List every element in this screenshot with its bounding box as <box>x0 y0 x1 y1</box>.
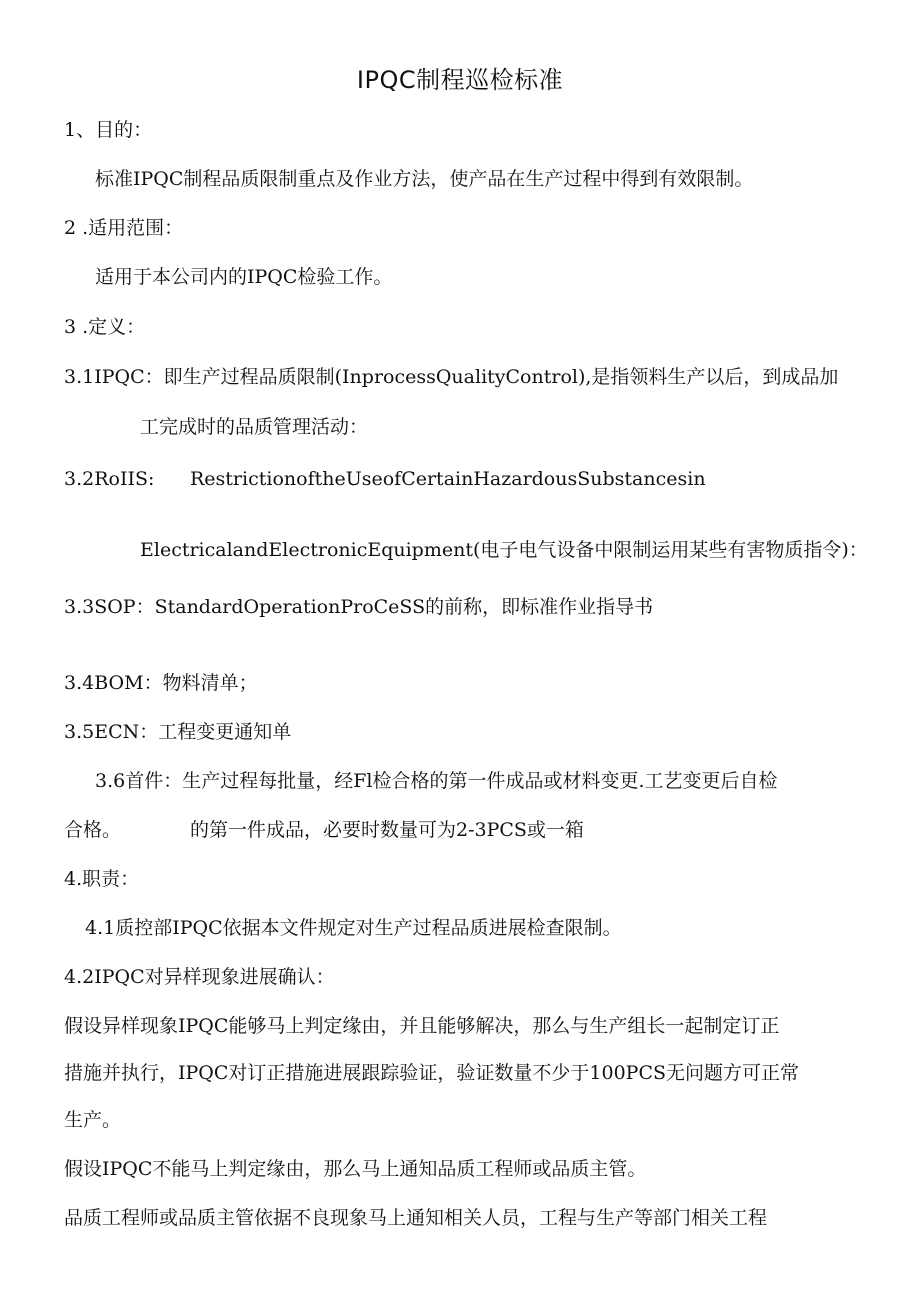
definition-3-6-line-2-start: 合格。 <box>64 819 122 841</box>
section-1-heading: 1、目的： <box>64 119 153 141</box>
responsibility-4-2-para-2: 假设IPQC不能马上判定缘由，那么马上通知品质工程师或品质主管。 <box>64 1158 647 1180</box>
definition-3-6-line-1: 3.6首件：生产过程每批量，经Fl检合格的第一件成品或材料变更.工艺变更后自检 <box>95 770 778 792</box>
responsibility-4-2-heading: 4.2IPQC对异样现象进展确认： <box>64 966 335 988</box>
section-2-body: 适用于本公司内的IPQC检验工作。 <box>95 266 393 288</box>
definition-3-1-line-1: 3.1IPQC：即生产过程品质限制(InprocessQualityControl),是指领料生产以后，到成品加 <box>64 366 839 388</box>
document-title: IPQC制程巡检标准 <box>356 66 564 94</box>
section-3-heading: 3 .定义： <box>64 316 146 338</box>
responsibility-4-2-para-1-line-2: 措施并执行，IPQC对订正措施进展跟踪验证，验证数量不少于100PCS无问题方可正常 <box>64 1062 800 1084</box>
section-4-heading: 4.职责： <box>64 868 140 890</box>
responsibility-4-1: 4.1质控部IPQC依据本文件规定对生产过程品质进展检查限制。 <box>85 917 622 939</box>
section-1-body: 标准IPQC制程品质限制重点及作业方法，使产品在生产过程中得到有效限制。 <box>95 168 754 190</box>
definition-3-2-line-1: RestrictionoftheUseofCertainHazardousSubstancesin <box>190 468 706 490</box>
definition-3-2-label: 3.2RoIIS: <box>64 468 155 490</box>
definition-3-2-line-2: ElectricalandElectronicEquipment(电子电气设备中限制运用某些有害物质指令)： <box>140 539 868 561</box>
definition-3-3: 3.3SOP：StandardOperationProCeSS的前称，即标准作业指导书 <box>64 596 654 618</box>
section-2-heading: 2 .适用范围： <box>64 217 184 239</box>
responsibility-4-2-para-3-line-1: 品质工程师或品质主管依据不良现象马上通知相关人员，工程与生产等部门相关工程 <box>64 1207 768 1229</box>
definition-3-6-line-2-end: 的第一件成品，必要时数量可为2-3PCS或一箱 <box>190 819 584 841</box>
definition-3-5: 3.5ECN：工程变更通知单 <box>64 721 292 743</box>
definition-3-1-line-2: 工完成时的品质管理活动： <box>140 416 369 438</box>
responsibility-4-2-para-1-line-3: 生产。 <box>64 1109 122 1131</box>
responsibility-4-2-para-1-line-1: 假设异样现象IPQC能够马上判定缘由，并且能够解决，那么与生产组长一起制定订正 <box>64 1015 780 1037</box>
definition-3-4: 3.4BOM：物料清单； <box>64 672 258 694</box>
